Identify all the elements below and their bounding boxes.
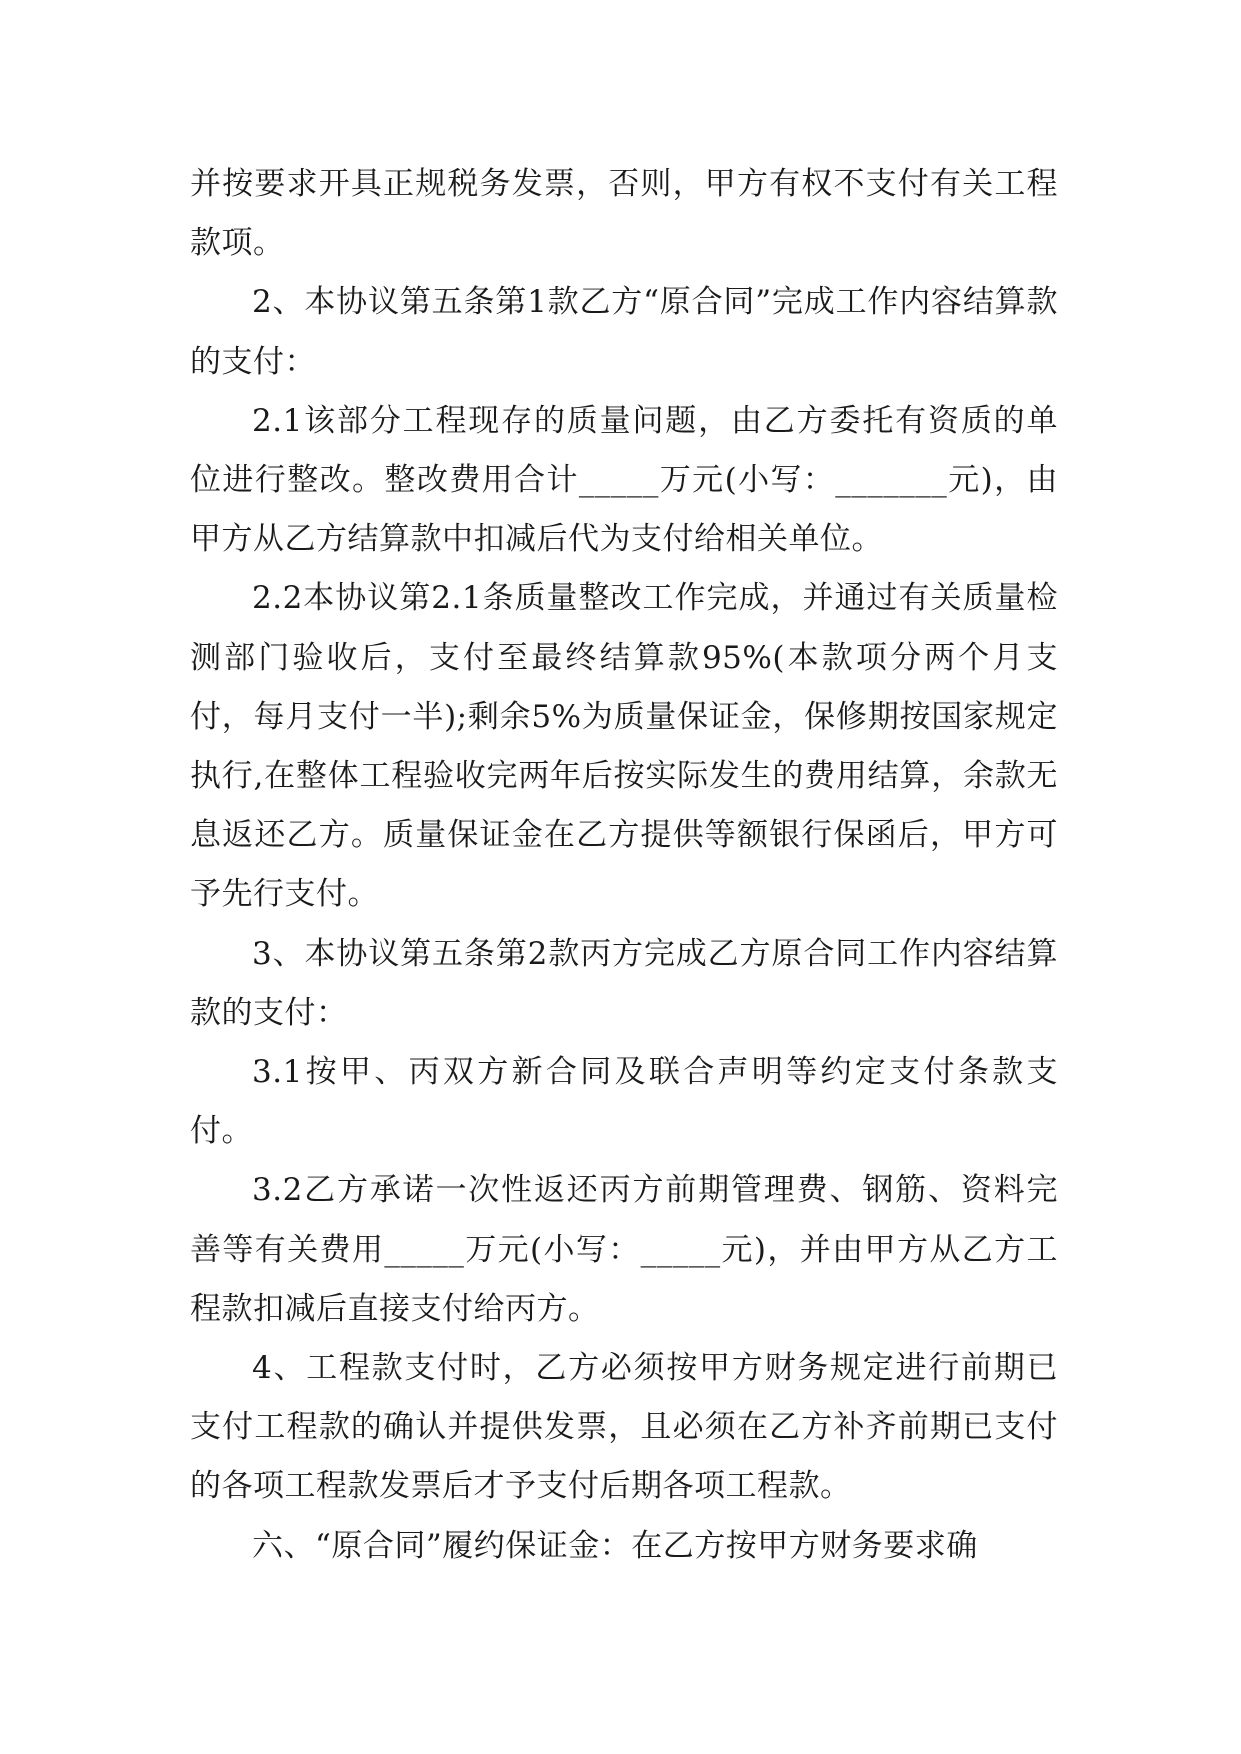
document-body: [190, 155, 1058, 1576]
paragraph-3: 2.1该部分工程现存的质量问题，由乙方委托有资质的单位进行整改。整改费用合计_____万元(小写：_______元)，由甲方从乙方结算款中扣减后代为支付给相关单位。: [190, 402, 1058, 558]
paragraph-4: 2.2本协议第2.1条质量整改工作完成，并通过有关质量检测部门验收后，支付至最终结算款95%(本款项分两个月支付，每月支付一半);剩余5%为质量保证金，保修期按国家规定执行,在整体工程验收完两年后按实际发生的费用结算，余款无息返还乙方。质量保证金在乙方提供等额银行保函后，甲方可予先行支付。: [190, 580, 1058, 913]
paragraph-1: 并按要求开具正规税务发票，否则，甲方有权不支付有关工程款项。: [190, 166, 1058, 262]
paragraph-6: 3.1按甲、丙双方新合同及联合声明等约定支付条款支付。: [190, 1054, 1058, 1150]
paragraph-9: 六、“原合同”履约保证金：在乙方按甲方财务要求确: [252, 1527, 978, 1564]
paragraph-2: 2、本协议第五条第1款乙方“原合同”完成工作内容结算款的支付：: [190, 284, 1058, 380]
paragraph-8: 4、工程款支付时，乙方必须按甲方财务规定进行前期已支付工程款的确认并提供发票，且必须在乙方补齐前期已支付的各项工程款发票后才予支付后期各项工程款。: [190, 1350, 1058, 1505]
paragraph-7: 3.2乙方承诺一次性返还丙方前期管理费、钢筋、资料完善等有关费用_____万元(小写：_____元)，并由甲方从乙方工程款扣减后直接支付给丙方。: [190, 1172, 1058, 1327]
paragraph-5: 3、本协议第五条第2款丙方完成乙方原合同工作内容结算款的支付：: [190, 935, 1058, 1031]
